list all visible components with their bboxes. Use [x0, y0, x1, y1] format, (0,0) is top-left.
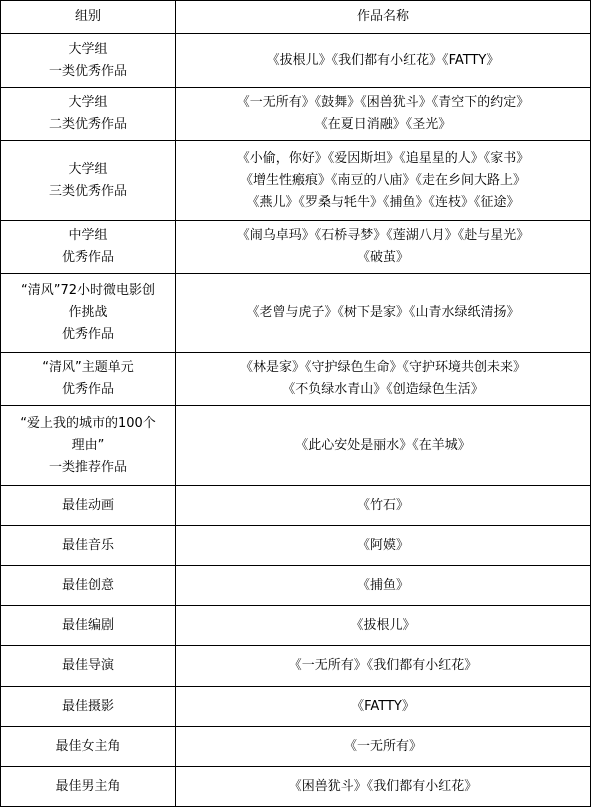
- works-line: 《拔根儿》《我们都有小红花》《FATTY》: [266, 52, 500, 68]
- works-cell: [176, 274, 591, 353]
- table-row: [1, 566, 591, 606]
- works-line: 《一无所有》《鼓舞》《困兽犹斗》《青空下的约定》: [236, 95, 530, 110]
- category-cell: 最佳音乐: [1, 526, 176, 566]
- category-cell: [1, 34, 176, 88]
- category-cell: 最佳男主角: [1, 767, 176, 807]
- category-line: 优秀作品: [61, 327, 114, 342]
- table-row: [1, 646, 591, 687]
- category-cell: 最佳导演: [1, 646, 176, 687]
- header-row: [1, 1, 591, 34]
- table-row: [1, 141, 591, 221]
- table-row: [1, 767, 591, 807]
- works-cell: [176, 34, 591, 88]
- works-line: 《此心安处是丽水》《在羊城》: [295, 437, 471, 453]
- table-row: [1, 606, 591, 646]
- works-cell: 《阿嫫》: [176, 526, 591, 566]
- works-cell: 《竹石》: [176, 486, 591, 526]
- works-cell: 《拔根儿》: [176, 606, 591, 646]
- category-line: 二类优秀作品: [48, 117, 127, 132]
- works-line: 《林是家》《守护绿色生命》《守护环境共创未来》: [239, 360, 526, 375]
- works-line: 《小偷，你好》《爱因斯坦》《追星星的人》《家书》: [236, 150, 530, 166]
- category-cell: [1, 274, 176, 353]
- category-cell: 最佳女主角: [1, 727, 176, 767]
- table-row: [1, 88, 591, 141]
- category-line: 一类推荐作品: [48, 459, 127, 475]
- category-line: “清风”主题单元: [42, 360, 134, 375]
- works-cell: [176, 141, 591, 221]
- table-row: [1, 727, 591, 767]
- table-row: [1, 274, 591, 353]
- works-cell: 《困兽犹斗》《我们都有小红花》: [176, 767, 591, 807]
- works-line: 《在夏日消融》《圣光》: [314, 117, 452, 132]
- table-row: [1, 221, 591, 274]
- works-cell: 《捕鱼》: [176, 566, 591, 606]
- works-cell: 《一无所有》: [176, 727, 591, 767]
- works-line: 《增生性瘢痕》《南豆的八庙》《走在乡间大路上》: [239, 172, 526, 188]
- category-line: 大学组: [68, 41, 108, 57]
- works-cell: [176, 88, 591, 141]
- category-cell: [1, 221, 176, 274]
- category-cell: 最佳摄影: [1, 687, 176, 727]
- category-line: 优秀作品: [61, 250, 114, 265]
- category-line: 中学组: [68, 228, 108, 243]
- works-line: 《闹乌卓玛》《石桥寻梦》《莲湖八月》《赴与星光》: [236, 228, 530, 243]
- category-cell: [1, 88, 176, 141]
- category-line: 三类优秀作品: [48, 183, 127, 199]
- category-line: 优秀作品: [61, 382, 114, 397]
- category-line: 大学组: [68, 161, 108, 177]
- works-cell: 《一无所有》《我们都有小红花》: [176, 646, 591, 687]
- header-works: 作品名称: [176, 1, 591, 34]
- works-cell: 《FATTY》: [176, 687, 591, 727]
- works-cell: [176, 353, 591, 406]
- works-cell: [176, 221, 591, 274]
- category-cell: [1, 141, 176, 221]
- category-cell: [1, 353, 176, 406]
- category-line: 理由”: [71, 437, 105, 453]
- works-cell: [176, 406, 591, 486]
- table-row: [1, 486, 591, 526]
- category-line: “爱上我的城市的100个: [20, 415, 156, 431]
- category-line: 大学组: [68, 95, 108, 110]
- table-row: [1, 526, 591, 566]
- category-cell: [1, 406, 176, 486]
- category-line: “清风”72小时微电影创: [20, 283, 155, 298]
- works-line: 《燕儿》《罗桑与牦牛》《捕鱼》《连枝》《征途》: [246, 194, 520, 210]
- category-cell: 最佳动画: [1, 486, 176, 526]
- table-row: [1, 353, 591, 406]
- works-line: 《不负绿水青山》《创造绿色生活》: [282, 382, 484, 397]
- works-line: 《老曾与虎子》《树下是家》《山青水绿纸清扬》: [246, 305, 520, 320]
- category-cell: 最佳编剧: [1, 606, 176, 646]
- works-line: 《破茧》: [356, 250, 409, 265]
- table-row: [1, 406, 591, 486]
- table-row: [1, 34, 591, 88]
- category-cell: 最佳创意: [1, 566, 176, 606]
- header-category: 组别: [1, 1, 176, 34]
- category-line: 一类优秀作品: [48, 63, 127, 79]
- category-line: 作挑战: [68, 305, 108, 320]
- table-row: [1, 687, 591, 727]
